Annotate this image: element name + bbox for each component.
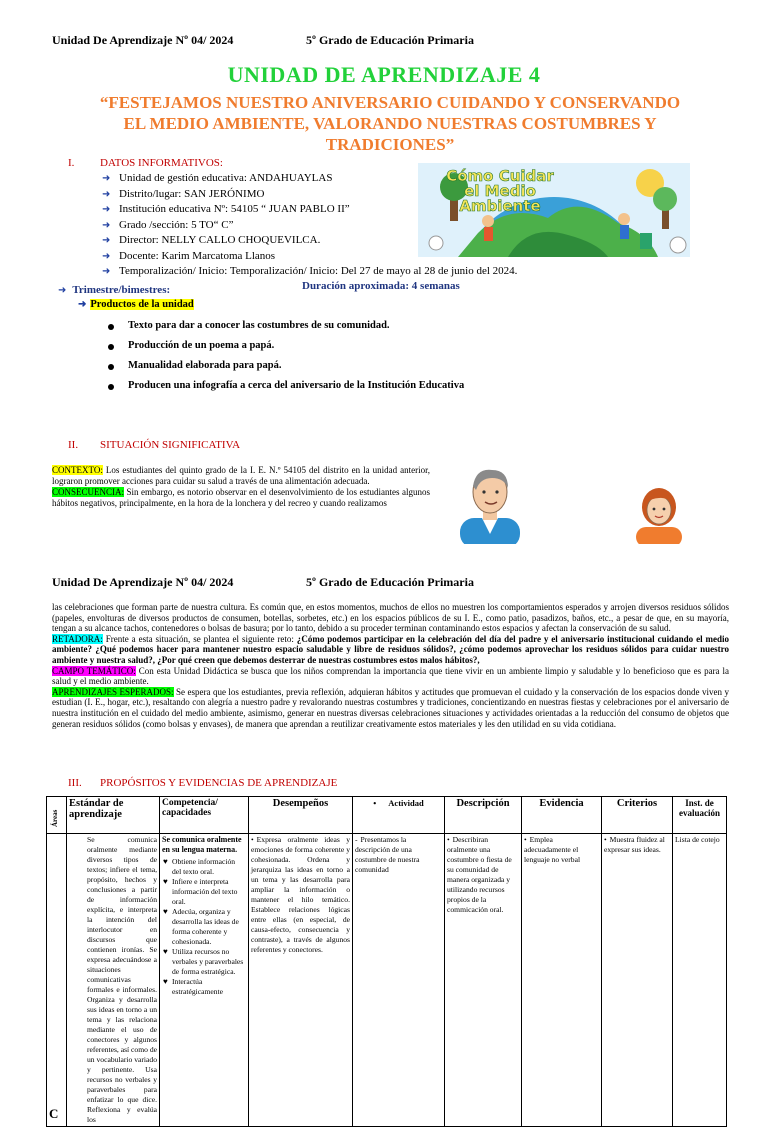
header-desempenos: Desempeños: [249, 797, 353, 834]
capacidad-item: ♥ Infiere e interpreta información del texto oral.: [163, 877, 238, 906]
arrow-bullet-icon: ➜: [102, 188, 111, 200]
capacidad-item: ♥ Obtiene información del texto oral.: [163, 857, 236, 876]
bullet-dot-icon: [108, 324, 114, 330]
section-1-heading: [68, 157, 223, 169]
page-header-grade: 5º Grado de Educación Primaria: [306, 33, 474, 47]
heart-bullet-icon: ♥: [163, 877, 168, 886]
arrow-bullet-icon: ➜: [102, 173, 111, 184]
datos-item: ➜ Temporalización/ Inicio: Temporalización/ Inicio: Del 27 de mayo al 28 de junio del 2024.: [102, 264, 502, 280]
campo-label: CAMPO TEMÁTICO:: [52, 665, 136, 676]
consecuencia-paragraph: CONSECUENCIA: Sin embargo, es notorio observar en el desenvolvimiento de los estudiantes algunos hábitos negativos, principalmente, en la hora de la lonchera y del recreo y cuando realizamos: [52, 487, 430, 508]
arrow-bullet-icon: ➜: [102, 235, 111, 246]
section-3-heading: [68, 777, 337, 789]
competencia-title: Se comunica oralmente en su lengua materna.: [162, 835, 242, 854]
descripcion-cell: • Describiran oralmente una costumbre o fiesta de su comunidad de manera organizada y utilizando recursos propios de la commicación oral.: [445, 834, 522, 1127]
retadora-paragraph: RETADORA: Frente a esta situación, se plantea el siguiente reto: ¿Cómo podemos participar en la celebración del día del padre y el aniversario institucional cuidando el medio ambiente? ¿Qué podemos hacer para mantener nuestro espacio saludable y libre de residuos sólidos?, ¿cómo podemos aprovechar los residuos sólidos para cuidar nuestro ambiente y nuestra salud?, ¿Por qué creen que debemos desterrar de nuestras costumbres estos malos hábitos?,: [52, 633, 730, 665]
productos-list: [108, 320, 708, 400]
estandar-cell: Se comunica oralmente mediante diversos tipos de textos; infiere el tema, propósito, hechos y conclusiones a partir de información explícita, e interpreta la intención del interlocutor en discursos que contienen ironías. Se expresa adecuándose a situaciones comunicativas formales e informales. Organiza y desarrolla sus ideas en torno a un tema y las relaciona mediante el uso de conectores y algunos referentes, así como de un vocabulario variado y pertinente. Usa recursos no verbales y paraverbales para enfatizar lo que dice. Reflexiona y evalúa los: [67, 834, 160, 1127]
father-illustration: [452, 462, 528, 544]
arrow-bullet-icon: ➜: [102, 250, 111, 262]
subtitle-line-1: “FESTEJAMOS NUESTRO ANIVERSARIO CUIDANDO Y CONSERVANDO: [99, 93, 681, 112]
section-3-number: III.: [68, 777, 82, 789]
aprendizajes-paragraph: APRENDIZAJES ESPERADOS: Se espera que los estudiantes, previa reflexión, adquieran hábitos y actitudes que promuevan el cuidado y la conservación de los espacios donde viven y estudian (I. E., hogar, etc.), resaltando con alegría a nuestro padre y revalorando nuestras costumbres y tradiciones, concientizando en nuestras fiestas y celebraciones por el aniversario de nuestra institución en el cuidado del medio ambiente, asimismo, generar en nuestras diversas celebraciones situaciones y actividades orientadas a la reducción del consumo de objetos que generan residuos sólidos (como bolsas y envases), de manera que aprendan a reutilizar creativamente estos materiales y les den utilidad en su vida cotidiana.: [52, 686, 729, 729]
heart-bullet-icon: ♥: [163, 977, 168, 986]
consecuencia-label: CONSECUENCIA:: [52, 487, 125, 497]
header-competencia: Competencia/ capacidades: [160, 797, 249, 834]
datos-item: ➜ Distrito/lugar: SAN JERÓNIMO: [102, 187, 502, 203]
area-cell: C: [47, 834, 67, 1127]
page-title: UNIDAD DE APRENDIZAJE 4: [227, 62, 541, 87]
propositos-table: [46, 796, 727, 1127]
page-header-unit: Unidad De Aprendizaje Nº 04/ 2024: [52, 33, 234, 47]
datos-item: ➜ Institución educativa Nº: 54105 “ JUAN PABLO II”: [102, 202, 502, 218]
header-areas: Áreas: [47, 797, 67, 834]
retadora-label: RETADORA:: [52, 633, 103, 644]
bullet-dot-icon: [108, 344, 114, 350]
arrow-bullet-icon: ➜: [102, 266, 111, 277]
header-descripcion: Descripción: [445, 797, 522, 834]
section-2-number: II.: [68, 439, 79, 451]
duracion-label: Duración aproximada: 4 semanas: [302, 280, 460, 292]
retadora-questions: ¿Cómo podemos participar en la celebración del día del padre y el aniversario institucional cuidando el medio ambiente? ¿Qué podemos hacer para mantener nuestro espacio saludable y libre de residuos sólidos?, ¿cómo podemos aprovechar los residuos sólidos para cuidar nuestro ambiente y nuestra salud?, ¿Por qué creen que debemos desterrar de nuestras costumbres estos malos hábitos?,: [52, 633, 730, 665]
arrow-bullet-icon: ➜: [102, 204, 111, 215]
table-header-row: [47, 797, 727, 834]
producto-item: Producción de un poema a papá.: [108, 340, 708, 360]
page2-header-grade: 5º Grado de Educación Primaria: [306, 575, 474, 589]
trimestre-label: Trimestre/bimestres:: [72, 284, 171, 296]
section-1-number: I.: [68, 157, 75, 169]
header-estandar: Estándar de aprendizaje: [67, 797, 160, 834]
capacidades-list: [162, 857, 246, 997]
trimestre-row: [58, 280, 170, 298]
arrow-bullet-icon: ➜: [102, 219, 111, 231]
competencia-cell: [160, 834, 249, 1127]
evidencia-cell: • Emplea adecuadamente el lenguaje no verbal: [522, 834, 602, 1127]
child-cartoon-icon: [630, 481, 688, 544]
section-2-title: SITUACIÓN SIGNIFICATIVA: [100, 439, 241, 451]
page2-header-unit: Unidad De Aprendizaje Nº 04/ 2024: [52, 575, 234, 589]
aprendizajes-label: APRENDIZAJES ESPERADOS:: [52, 686, 174, 697]
actividad-cell: - Presentamos la descripción de una costumbre de nuestra comunidad: [353, 834, 445, 1127]
environment-illustration: [418, 163, 690, 257]
datos-item: ➜ Grado /sección: 5 TO“ C”: [102, 218, 502, 234]
desempenos-cell: • Expresa oralmente ideas y emociones de forma coherente y cohesionada. Ordena y jerarquiza las ideas en torno a un tema y las desarrolla para ampliar la información o mantener el hilo temático. Establece relaciones lógicas entre ellas (en especial, de causa-efecto, consecuencia y contraste), a través de algunos referentes y conectores.: [249, 834, 353, 1127]
producto-item: Texto para dar a conocer las costumbres de su comunidad.: [108, 320, 708, 340]
heart-bullet-icon: ♥: [163, 907, 168, 916]
bullet-dot-icon: [108, 384, 114, 390]
header-evidencia: Evidencia: [522, 797, 602, 834]
criterios-cell: • Muestra fluidez al expresar sus ideas.: [602, 834, 673, 1127]
bullet-dot-icon: [108, 364, 114, 370]
header-criterios: Criterios: [602, 797, 673, 834]
datos-item: ➜ Director: NELLY CALLO CHOQUEVILCA.: [102, 233, 502, 249]
campo-paragraph: CAMPO TEMÁTICO: Con esta Unidad Didáctica se busca que los niños comprendan la importancia que tiene vivir en un ambiente limpio y saludable y lo beneficioso que es para la salud y el medio ambiente.: [52, 665, 730, 687]
child-illustration: [630, 481, 688, 544]
unit-subtitle: [40, 92, 740, 155]
contexto-paragraph: CONTEXTO: Los estudiantes del quinto grado de la I. E. N.º 54105 del distrito en la unidad anterior, lograron promover acciones para cuidar su salud a través de una alimentación adecuada.: [52, 465, 430, 486]
table-row: [47, 834, 727, 1127]
header-inst: Inst. de evaluación: [673, 797, 727, 834]
inst-cell: Lista de cotejo: [673, 834, 727, 1127]
arrow-bullet-icon: ➜: [78, 299, 87, 310]
illustration-caption: Cómo Cuidar el Medio Ambiente: [446, 167, 554, 215]
producto-item: Manualidad elaborada para papá.: [108, 360, 708, 380]
subtitle-line-3: TRADICIONES”: [325, 135, 455, 154]
section-2-heading: [68, 439, 240, 451]
producto-item: Producen una infografía a cerca del aniversario de la Institución Educativa: [108, 380, 708, 400]
section-1-title: DATOS INFORMATIVOS:: [100, 157, 223, 169]
section-3-title: PROPÓSITOS Y EVIDENCIAS DE APRENDIZAJE: [100, 777, 338, 789]
productos-heading-row: [78, 299, 194, 310]
situacion-para-1: las celebraciones que forman parte de nuestra cultura. Es común que, en estos momentos, muchos de ellos no muestren los comportamientos esperados y arrojen diversos residuos sólidos (papeles, envolturas de diversos productos de consumen, botellas, sorbetes, etc.) en los espacios públicos de su I. E., como patio, pasadizos, baños, etc., a pesar de que, en su mayoría, tengan a su alcance tachos, contenedores o bolsas de basura; por lo tanto, debido a su proceder terminan contaminando estos espacios y afectan la conservación de su salud.: [52, 602, 729, 634]
capacidad-item: ♥ Interactúa estratégicamente: [163, 977, 224, 996]
capacidad-item: ♥ Utiliza recursos no verbales y paraverbales de forma estratégica.: [163, 947, 244, 976]
heart-bullet-icon: ♥: [163, 857, 168, 866]
situacion-continuation: [52, 602, 729, 729]
father-cartoon-icon: [452, 462, 528, 544]
subtitle-line-2: EL MEDIO AMBIENTE, VALORANDO NUESTRAS COSTUMBRES Y: [123, 114, 657, 133]
datos-item: ➜ Unidad de gestión educativa: ANDAHUAYLAS: [102, 171, 502, 187]
arrow-bullet-icon: ➜: [58, 285, 67, 296]
header-actividad: • Actividad: [353, 797, 445, 834]
productos-heading: Productos de la unidad: [90, 299, 194, 310]
capacidad-item: ♥ Adecúa, organiza y desarrolla las ideas de forma coherente y cohesionada.: [163, 907, 239, 946]
contexto-label: CONTEXTO:: [52, 465, 103, 475]
heart-bullet-icon: ♥: [163, 947, 168, 956]
datos-item: ➜ Docente: Karim Marcatoma Llanos: [102, 249, 502, 265]
